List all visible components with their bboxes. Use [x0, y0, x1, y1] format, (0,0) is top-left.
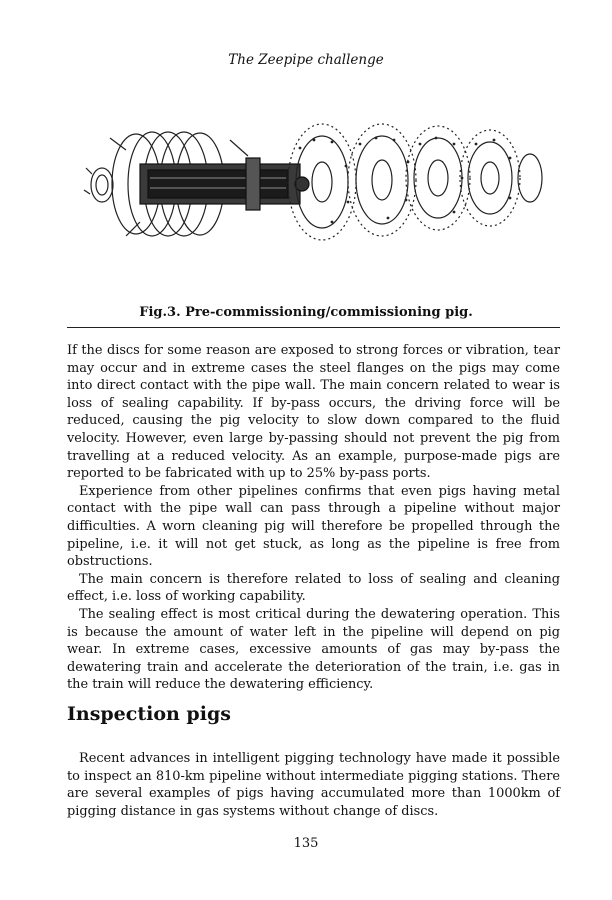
paragraph: Recent advances in intelligent pigging technology have made it possible to inspect an 810-km pipeline without intermediate pigging stations. There are several examples of pigs having accumulated more than 1000km of pigging distance in gas systems without change of discs. — [67, 751, 560, 819]
paragraph: The sealing effect is most critical during the dewatering operation. This is because the amount of water left in the pipeline will depend on pig wear. In extreme cases, excessive amounts of gas may by-pass the dewatering train and accelerate the deterioration of the train, i.e. gas in the train will reduce the dewatering efficiency. — [67, 606, 560, 693]
running-head: The Zeepipe challenge — [228, 52, 384, 68]
figure-caption: Fig.3. Pre-commissioning/commissioning pig. — [139, 305, 473, 320]
section-body — [67, 750, 560, 820]
pig-illustration-figure — [70, 118, 550, 270]
section-heading: Inspection pigs — [67, 703, 231, 725]
paragraph: If the discs for some reason are exposed to strong forces or vibration, tear may occur and in extreme cases the steel flanges on the pigs may come into direct contact with the pipe wall. The main concern related to wear is loss of sealing capability. If by-pass occurs, the driving force will be reduced, causing the pig velocity to slow down compared to the fluid velocity. However, even large by-passing should not prevent the pig from travelling at a reduced velocity. As an example, purpose-made pigs are reported to be fabricated with up to 25% by-pass ports. — [67, 343, 560, 482]
caption-divider — [67, 327, 560, 328]
pig-illustration-icon — [70, 118, 550, 270]
paragraph: Experience from other pipelines confirms that even pigs having metal contact with the pipe wall can pass through a pipeline without major difficulties. A worn cleaning pig will therefore be propelled through the pipeline, i.e. it will not get stuck, as long as the pipeline is free from obstructions. — [67, 483, 560, 570]
body-text — [67, 342, 560, 694]
paragraph: The main concern is therefore related to loss of sealing and cleaning effect, i.e. loss of working capability. — [67, 571, 560, 605]
page-number: 135 — [293, 836, 319, 851]
